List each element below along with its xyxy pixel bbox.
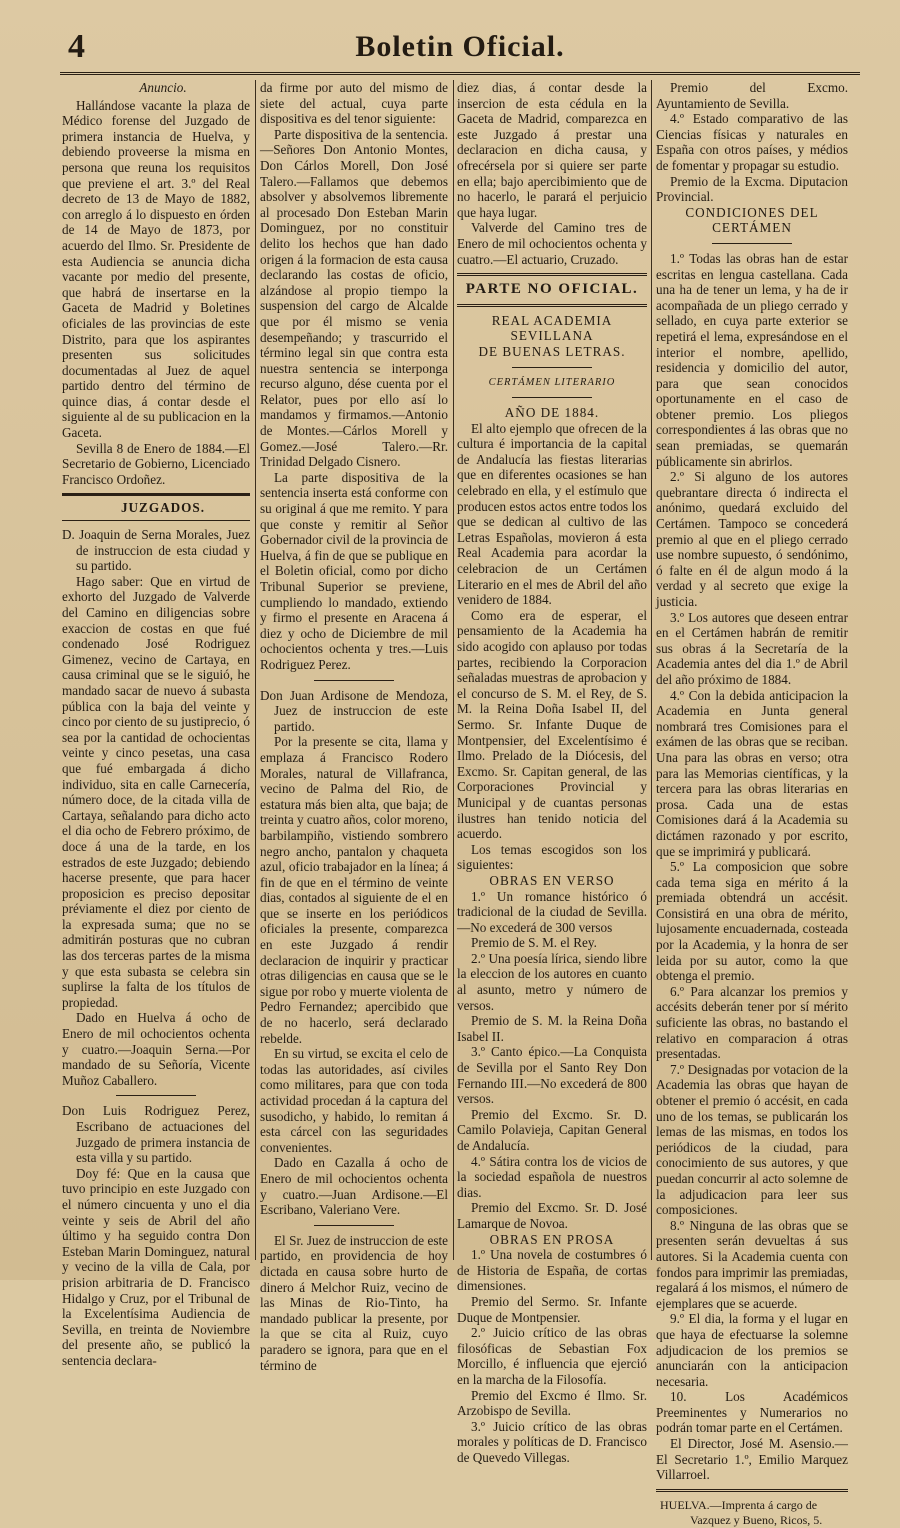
condicion-1: 1.º Todas las obras han de estar escritas en lengua castellana. Cada una ha de tener un lema, y ha de ir acompañada de un pliego cerrado y sellado, en cuya parte exterior se repetirá el lema, expresándose en el interior el nombre, apellido, residencia y domicilio del autor, para que sean conocidos oportunamente en el caso de obtener premio. Los pliegos correspondientes á las obras que no sean premiadas, se quemarán públicamente sin abrirlos. [656, 250, 848, 469]
parte-no-oficial-heading: PARTE NO OFICIAL. [465, 281, 639, 298]
rodriguez-body: Doy fé: Que en la causa que tuvo principio en este Juzgado con el número cincuenta y uno el dia veinte y seis de Abril del año último y ha seguido contra Don Esteban Marin Dominguez, natural y vecino de la villa de Cala, por prision arbitraria de D. Francisco Hidalgo y Cruz, por el Tribunal de la Excelentísima Audiencia de Sevilla, en treinta de Noviembre del presente año, se publicó la sentencia declara- [62, 1165, 250, 1368]
ardisone-title: Don Juan Ardisone de Mendoza, Juez de instruccion de este partido. [260, 687, 448, 734]
serna-body: Hago saber: Que en virtud de exhorto del Juzgado de Valverde del Camino en diligencias sobre exaccion de costas en que fué condenado José Rodriguez Gimenez, vecino de Cartaya, en causa criminal que se le siguió, he mandado sacar de nuevo á subasta pública con la baja del veinte y cinco por ciento de su justiprecio, ó sea por la cantidad de ochocientas veinte y cinco pesetas, una casa que fué embargada á dicho individuo, sita en calle Carnecería, número doce, de la citada villa de Cartaya, señalando para dicho acto el dia ocho de Febrero próximo, de doce á una de la tarde, en los estrados de este Juzgado; debiendo hacerse presente, que para hacer proposicion es preciso depositar préviamente el diez por ciento de la expresada suma; que no se admitirán posturas que no cubran las dos terceras partes de la misma y que esta subasta se celebra sin suplirse la falta de los títulos de propiedad. [62, 573, 250, 1010]
prosa-item-2: 2.º Juicio crítico de las obras filosóficas de Sebastian Fox Morcillo, é influencia que ejerció en la marcha de la Filosofía. [457, 1325, 647, 1387]
column-rule [453, 80, 454, 1260]
column-rule [255, 80, 256, 1260]
prosa-item-1: 1.º Una novela de costumbres ó de Historia de España, de cortas dimensiones. [457, 1247, 647, 1294]
continuation-date: Valverde del Camino tres de Enero de mil ochocientos ochenta y cuatro.—El actuario, Cruzado. [457, 220, 647, 267]
ardisone-body: Por la presente se cita, llama y emplaza á Francisco Rodero Morales, natural de Villafranca, vecino de Palma del Rio, de estatura más bien alta, que baja; de treinta y cuatro años, color moreno, barbilampiño, vistiendo sombrero negro ancho, pantalon y chaqueta azul, oficio trabajador en la línea; á fin de que en el término de veinte dias, contados al siguiente de el en que se inserte en los periódicos oficiales la presente, comparezca en este Juzgado á rendir declaracion de inquirir y practicar otras diligencias en causa que se le sigue por robo y muerte violenta de Pedro Fernandez; apercibido que de no hacerlo, será declarado rebelde. [260, 734, 448, 1046]
anuncio-date: Sevilla 8 de Enero de 1884.—El Secretario de Gobierno, Licenciado Francisco Ordoñez. [62, 440, 250, 487]
separator [512, 367, 592, 368]
separator [314, 1225, 394, 1226]
imprint [656, 1498, 848, 1528]
rodriguez-title: Don Luis Rodriguez Perez, Escribano de actuaciones del Juzgado de primera instancia de esta villa y su partido. [62, 1103, 250, 1166]
academia-line-2: DE BUENAS LETRAS. [478, 343, 626, 359]
signature: El Director, José M. Asensio.—El Secretario 1.º, Emilio Marquez Villarroel. [656, 1436, 848, 1483]
verso-item-2: 2.º Una poesía lírica, siendo libre la eleccion de los autores en cuanto al asunto, metro y número de versos. [457, 950, 647, 1013]
verso-premio-1: Premio de S. M. el Rey. [471, 935, 597, 951]
section-rule [656, 1489, 848, 1492]
sentencia-intro: Parte dispositiva de la sentencia.—Señores Don Antonio Montes, Don Cárlos Morell, Don José Talero.—Fallamos que debemos absolver y absolvemos libremente al procesado Don Esteban Marin Dominguez, por no constituir delito los hechos que han dado origen á la formacion de esta causa declarando las costas de oficio, alzándose al propio tiempo la suspension del cargo de Alcalde que por él mismo se venia desempeñando; y trascurrido el término legal sin que contra esta nuestra sentencia se interponga recurso alguno, dése cuenta por el Relator, pues por ello así lo mandamos y firmamos.—Antonio de Montes.—Cárlos Morell y Gomez.—José Talero.—Rr. Trinidad Delgado Cisnero. [260, 126, 448, 470]
verso-premio-4: Premio del Excmo. Sr. D. José Lamarque de Novoa. [457, 1200, 647, 1231]
ardisone-body-2: En su virtud, se excita el celo de todas las autoridades, así civiles como militares, para que con toda actividad procedan á la captura del susodicho, y habido, lo remitan á esta cárcel con las seguridades convenientes. [260, 1046, 448, 1155]
verso-premio-3: Premio del Excmo. Sr. D. Camilo Polavieja, Capitan General de Andalucía. [457, 1106, 647, 1153]
condicion-4: 4.º Con la debida anticipacion la Academia en Junta general nombrará tres Comisiones para el exámen de las obras que se reciban. Una para las obras en verso; otra para las Memorias científicas, y la tercera para las obras literarias en prosa. Cada una de estas Comisiones dará á la Academia su dictámen razonado y por escrito, que se imprimirá y publicará. [656, 687, 848, 859]
prosa-premio-4: Premio de la Excma. Diputacion Provincial. [656, 173, 848, 205]
column-3 [457, 80, 647, 1465]
anuncio-label: Anuncio. [139, 80, 187, 95]
anuncio-body: Hallándose vacante la plaza de Médico forense del Juzgado de primera instancia de Huelva, y debiendo proveerse la misma en persona que reuna los requisitos que previene el art. 3.º del Real decreto de 13 de Mayo de 1882, con arreglo á lo dispuesto en órden de 14 de Mayo de 1873, por acuerdo del Ilmo. Sr. Presidente de esta Audiencia se anuncia dicha vacante por medio del presente, que habrá de insertarse en la Gaceta de Madrid y Boletines oficiales de las provincias de este Distrito, para que los aspirantes presenten sus solicitudes documentadas al Juez de aquel partido dentro del término de quince dias, á contar desde el siguiente al de su publicacion en la Gaceta. [62, 97, 250, 441]
academia-intro: El alto ejemplo que ofrecen de la cultura é importancia de la capital de Andalucía las fiestas literarias que en diferentes ocasiones se han celebrado en ella, y el estímulo que producen estos actos entre todos los que se dedican al cultivo de las Letras Españolas, movieron á esta Real Academia para acordar la celebracion de un Certámen Literario en el mes de Abril del año venidero de 1884. [457, 420, 647, 608]
condicion-7: 7.º Designadas por votacion de la Academia las obras que hayan de obtener el premio ó accésit, en cada uno de los temas, se publicarán los lemas de las mismas, en todos los periódicos de la ciudad, para conocimiento de sus autores, y que puedan concurrir al acto solemne de la adjudicacion para leer sus composiciones. [656, 1061, 848, 1218]
academia-line-1: REAL ACADEMIA SEVILLANA [491, 312, 613, 344]
obras-prosa-heading: OBRAS EN PROSA [489, 1231, 615, 1247]
section-rule [457, 304, 647, 307]
verso-premio-2: Premio de S. M. la Reina Doña Isabel II. [457, 1013, 647, 1044]
separator [512, 397, 592, 398]
column-2 [260, 80, 448, 1373]
imprint-line-2: Vazquez y Bueno, Ricos, 5. [690, 1512, 823, 1527]
page-number: 4 [68, 28, 85, 65]
ardisone-date: Dado en Cazalla á ocho de Enero de mil ochocientos ochenta y cuatro.—Juan Ardisone.—El Escribano, Valeriano Vere. [260, 1155, 448, 1218]
imprint-line-1: HUELVA.—Imprenta á cargo de [660, 1497, 818, 1512]
serna-title: D. Joaquin de Serna Morales, Juez de instruccion de esta ciudad y su partido. [62, 527, 250, 574]
prosa-item-3: 3.º Juicio crítico de las obras morales y políticas de D. Francisco de Quevedo Villegas. [457, 1418, 647, 1465]
masthead-title: Boletin Oficial. [355, 30, 565, 63]
verso-item-1: 1.º Un romance histórico ó tradicional de la ciudad de Sevilla.—No excederá de 300 versos [457, 888, 647, 935]
continuation-text: da firme por auto del mismo de siete del actual, cuya parte dispositiva es del tenor siguiente: [260, 80, 448, 127]
section-rule [457, 273, 647, 276]
section-rule [62, 493, 250, 496]
serna-date: Dado en Huelva á ocho de Enero de mil ochocientos ochenta y cuatro.—Joaquin Serna.—Por mandado de su Señoría, Vicente Muñoz Caballero. [62, 1010, 250, 1088]
condicion-6: 6.º Para alcanzar los premios y accésits deberán tener por sí mérito suficiente las obras, no bastando el relativo en comparacion á otras presentadas. [656, 983, 848, 1062]
juzgados-heading: JUZGADOS. [120, 500, 206, 516]
separator [314, 680, 394, 681]
prosa-item-4: 4.º Estado comparativo de las Ciencias físicas y naturales en España con otros países, y médios de fomentar y propagar su estudio. [656, 111, 848, 173]
prosa-premio-2: Premio del Excmo é Ilmo. Sr. Arzobispo de Sevilla. [457, 1387, 647, 1419]
section-rule [62, 520, 250, 521]
condicion-9: 9.º El dia, la forma y el lugar en que haya de efectuarse la solemne adjudicacion de los premios se anunciarán con la anticipacion necesaria. [656, 1311, 848, 1389]
page-header [60, 22, 860, 75]
separator [116, 1095, 196, 1096]
column-1 [62, 80, 250, 1368]
condicion-2: 2.º Si alguno de los autores quebrantare directa ó indirecta el anónimo, quedará excluido del Certámen. Tampoco se concederá premio al que en el pliego cerrado use nombre supuesto, ó sendónimo, ó falte en él de algun modo á la verdad y al secreto que exige la justicia. [656, 469, 848, 609]
condicion-8: 8.º Ninguna de las obras que se presenten serán devueltas á sus autores. Si la Academia cuenta con fondos para imprimir las premiadas, regalará á los mismos, el número de ejemplares que se acuerde. [656, 1217, 848, 1311]
verso-item-4: 4.º Sátira contra los de vicios de la sociedad española de nuestros dias. [457, 1153, 647, 1200]
sentencia-body: La parte dispositiva de la sentencia inserta está conforme con su original á que me remito. Y para que conste y remitir al Señor Gobernador civil de la provincia de Huelva, á fin de que se publique en el Boletin oficial, como por dicho Tribunal Superior se previene, cumpliendo lo mandado, extiendo y firmo el presente en Aracena á diez y ocho de Diciembre de mil ochocientos ochenta y tres.—Luis Rodriguez Perez. [260, 469, 448, 672]
continuation-text: diez dias, á contar desde la insercion de esta cédula en la Gaceta de Madrid, comparezca en este Juzgado á prestar una declaracion en dicha causa, y ofrecérsela por si quiere ser parte en ella; bajo apercibimiento que de no hacerlo, le parará el perjuicio que haya lugar. [457, 80, 647, 220]
verso-item-3: 3.º Canto épico.—La Conquista de Sevilla por el Santo Rey Don Fernando III.—No excederá de 800 versos. [457, 1044, 647, 1107]
temas-intro: Los temas escogidos son los siguientes: [457, 841, 647, 873]
prosa-premio-3: Premio del Excmo. Ayuntamiento de Sevilla. [656, 80, 848, 111]
condicion-10: 10. Los Académicos Preeminentes y Numerarios no podrán tomar parte en el Certámen. [656, 1389, 848, 1436]
certamen-label: CERTÁMEN LITERARIO [488, 376, 616, 388]
column-rule [651, 80, 652, 1260]
condiciones-heading: CONDICIONES DEL CERTÁMEN [685, 204, 819, 236]
column-4 [656, 80, 848, 1527]
year-heading: AÑO DE 1884. [504, 405, 600, 421]
obras-verso-heading: OBRAS EN VERSO [489, 872, 615, 888]
prosa-premio-1: Premio del Sermo. Sr. Infante Duque de Montpensier. [457, 1293, 647, 1325]
condicion-5: 5.º La composicion que sobre cada tema siga en mérito á la premiada obtendrá un accésit. Consistirá en una obra de mérito, lujosamente encuadernada, costeada por la Academia, y la honra de ser leida por su autor, como la que obtenga el premio. [656, 859, 848, 984]
riotinto-body: El Sr. Juez de instruccion de este partido, en providencia de hoy dictada en causa sobre hurto de dinero á Melchor Ruiz, vecino de las Minas de Rio-Tinto, ha mandado publicar la presente, por la que se cita al Ruiz, cuyo paradero se ignora, para que en el término de [260, 1232, 448, 1373]
academia-body-2: Como era de esperar, el pensamiento de la Academia ha sido acogido con aplauso por todas partes, recibiendo la Corporacion señaladas muestras de aprobacion y el concurso de S. M. el Rey, de S. M. la Reina Doña Isabel II, del Sermo. Sr. Infante Duque de Montpensier, del Excelentísimo é Ilmo. Prelado de la Diócesis, del Excmo. Sr. Capitan general, de las Corporaciones Provincial y Municipal y de cuantas personas ilustres han tenido noticia del acuerdo. [457, 607, 647, 842]
condicion-3: 3.º Los autores que deseen entrar en el Certámen habrán de remitir sus obras á la Secretaría de la Academia antes del dia 1.º de Abril del año próximo de 1884. [656, 609, 848, 687]
separator [712, 243, 792, 244]
